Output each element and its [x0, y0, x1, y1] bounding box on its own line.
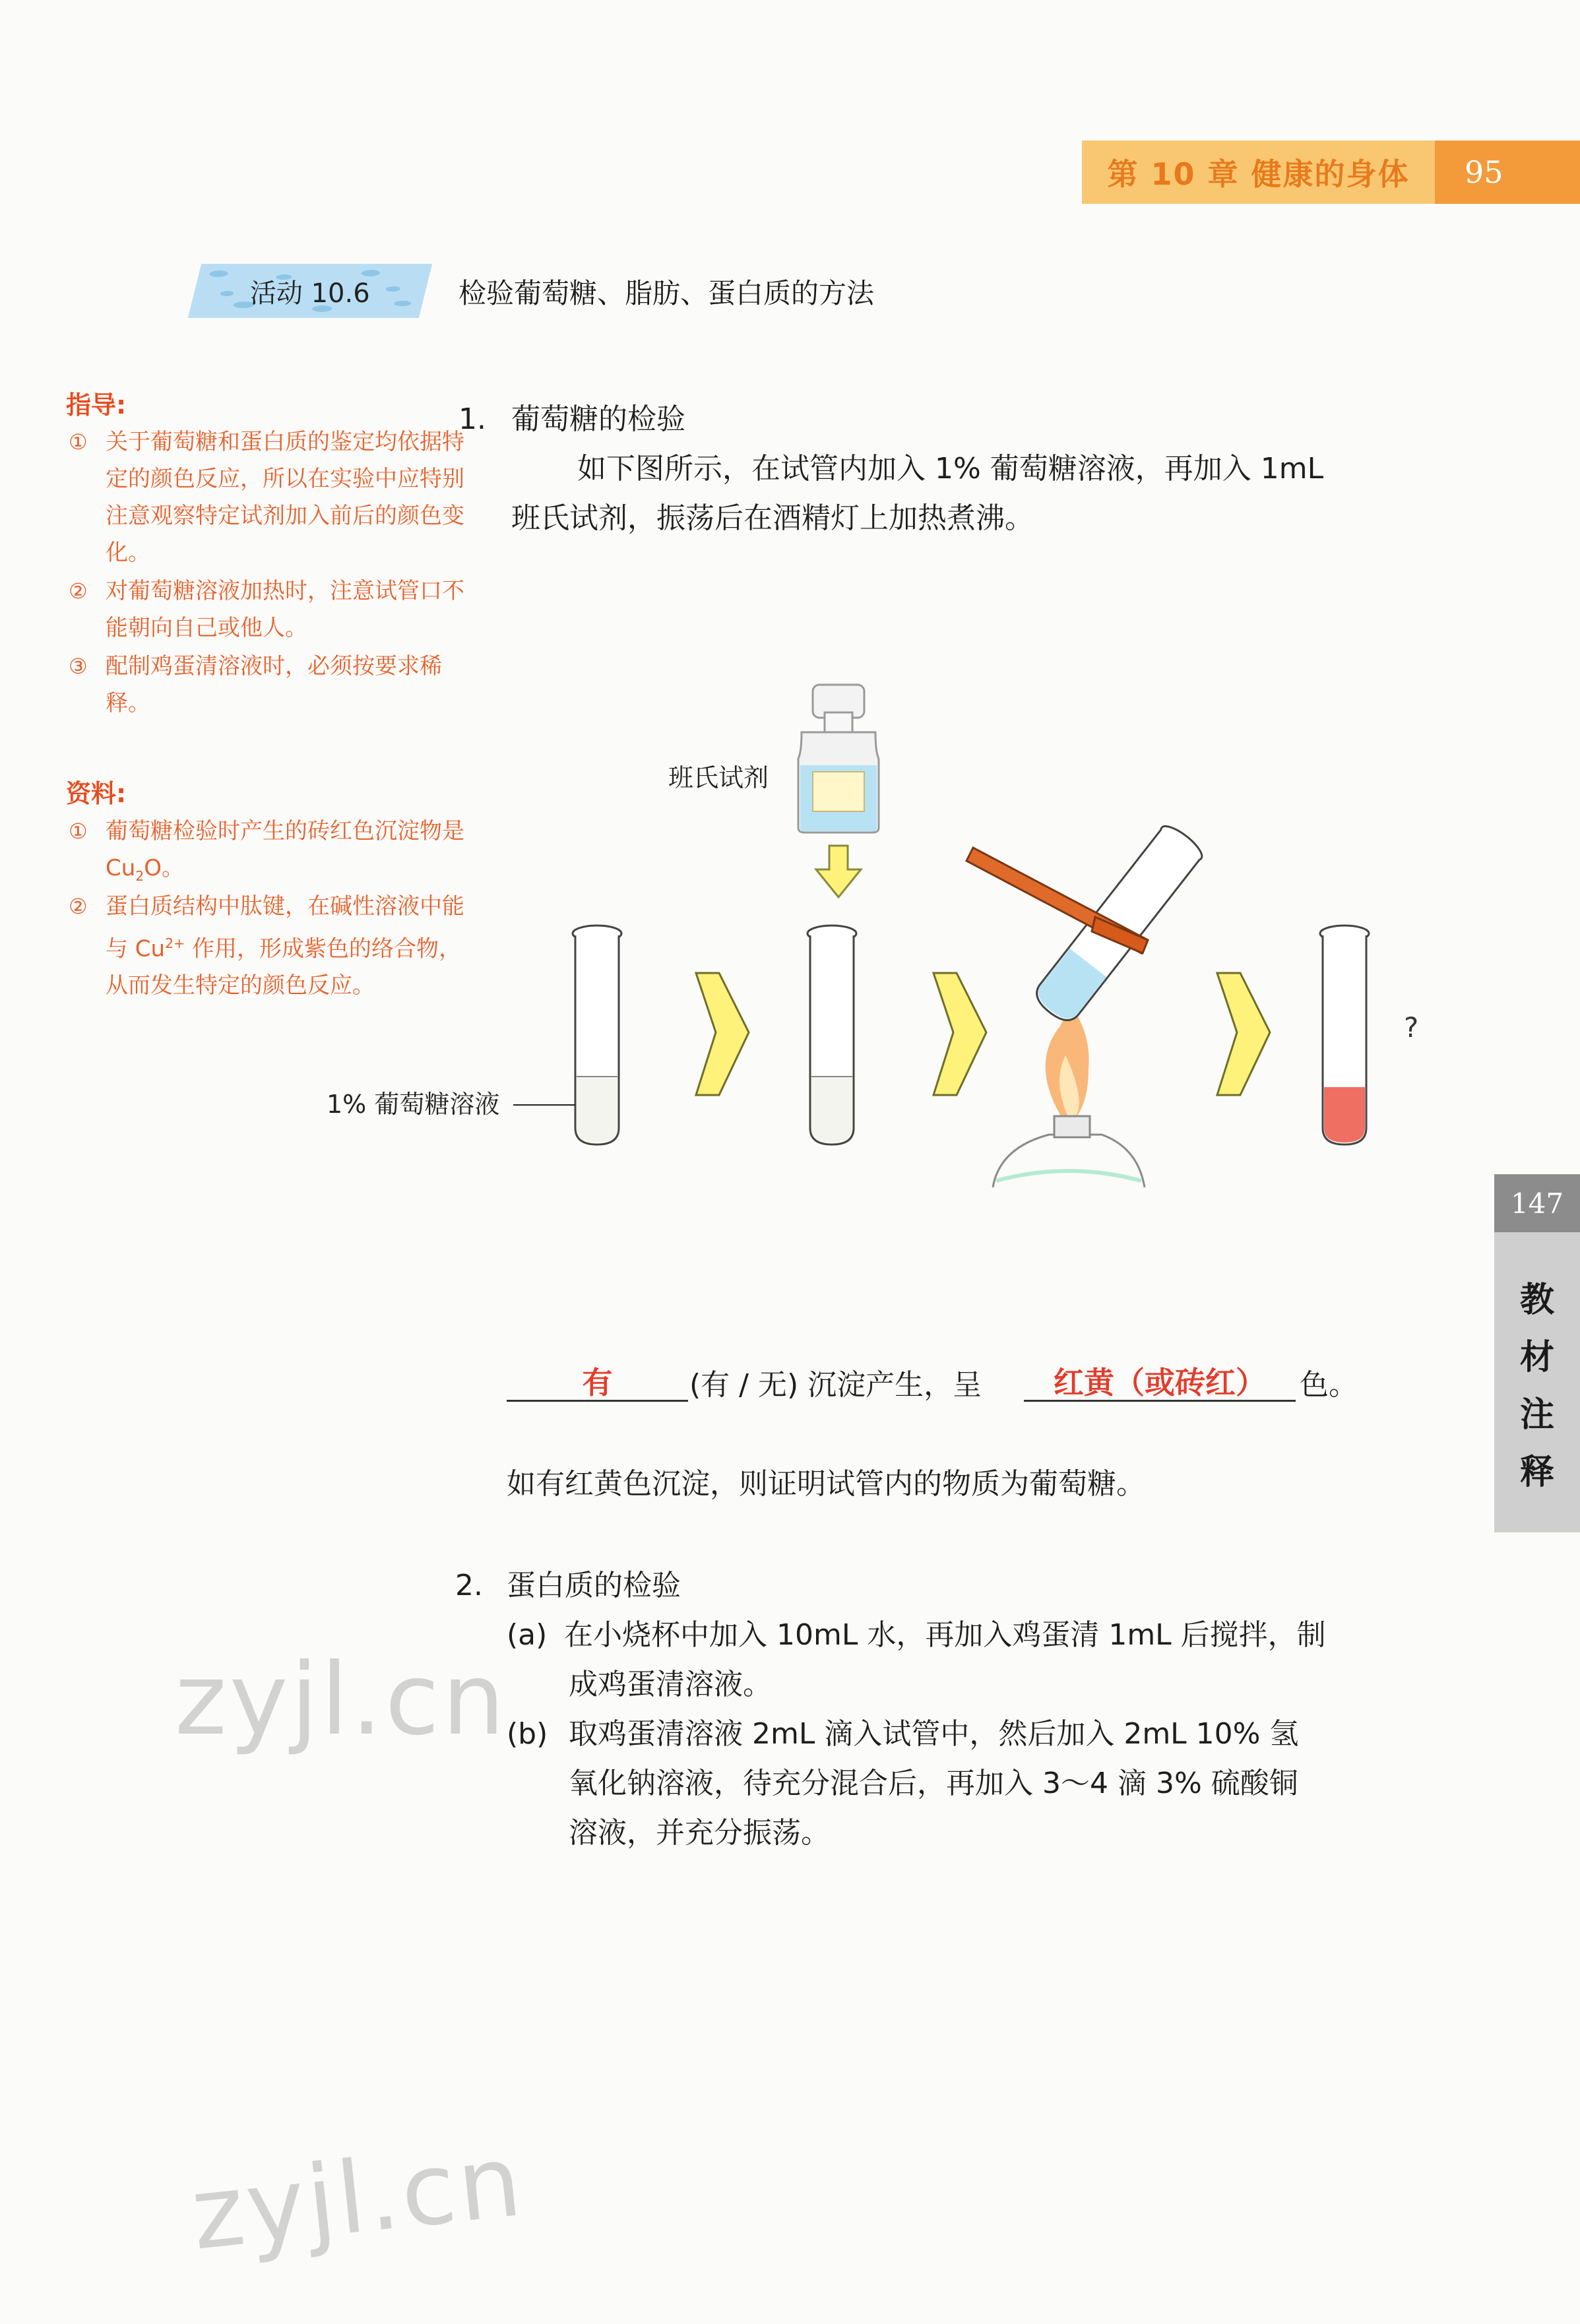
page-number: 95 — [1435, 141, 1580, 204]
material-heading: 资料: — [66, 779, 127, 808]
section1-number: 1. — [458, 402, 486, 436]
side-page-number: 147 — [1494, 1174, 1580, 1232]
item-text: 葡萄糖检验时产生的砖红色沉淀物是 Cu — [106, 818, 464, 881]
guidance-item — [69, 573, 472, 646]
item-number: ① — [69, 429, 88, 455]
down-arrow-icon — [816, 846, 861, 897]
step-line: 溶液，并充分振荡。 — [569, 1816, 830, 1850]
answer-value: 红黄（或砖红） — [1054, 1365, 1266, 1400]
right-arrow-icon — [1217, 973, 1270, 1095]
item-number: ② — [69, 579, 88, 604]
section1-paragraph-line: 班氏试剂，振荡后在酒精灯上加热煮沸。 — [511, 501, 1034, 535]
reagent-bottle — [798, 685, 879, 832]
test-tube-with-reagent — [807, 926, 856, 1145]
experiment-figure — [317, 673, 1438, 1214]
test-tube-result — [1320, 926, 1369, 1145]
activity-tag — [188, 264, 432, 318]
activity-tag-label: 活动 10.6 — [250, 278, 370, 309]
item-text-end: O。 — [144, 855, 185, 881]
item-number: ② — [69, 894, 88, 919]
side-tab-char: 教 — [1519, 1280, 1554, 1320]
side-tab-char: 释 — [1519, 1452, 1554, 1492]
conclusion-text: 如有红黄色沉淀，则证明试管内的物质为葡萄糖。 — [507, 1467, 1145, 1501]
section2-number: 2. — [455, 1569, 483, 1602]
answer-middle-text: (有 / 无) 沉淀产生，呈 — [689, 1368, 982, 1402]
answer-value: 有 — [582, 1365, 613, 1400]
item-text: 对葡萄糖溶液加热时，注意试管口不能朝向自己或他人。 — [106, 578, 464, 641]
section1-heading: 葡萄糖的检验 — [511, 402, 685, 436]
item-number: ③ — [69, 654, 88, 679]
side-tab-char: 材 — [1519, 1337, 1554, 1377]
superscript: 2+ — [165, 935, 185, 951]
heating-setup — [966, 821, 1207, 1187]
guidance-heading: 指导: — [66, 391, 127, 420]
step-line: 成鸡蛋清溶液。 — [569, 1668, 772, 1701]
side-tab-char: 注 — [1519, 1395, 1554, 1435]
section2-heading: 蛋白质的检验 — [507, 1569, 681, 1602]
side-tab-label — [1494, 1232, 1580, 1532]
item-text-end: 作用，形成紫色的络合物，从而发生特定的颜色反应。 — [106, 935, 461, 999]
section1-paragraph-line: 如下图所示，在试管内加入 1% 葡萄糖溶液，再加入 1mL — [577, 452, 1324, 486]
watermark: zyjl.cn — [175, 1643, 508, 1757]
answer-blank[interactable] — [507, 1359, 688, 1402]
step-label: (a) — [507, 1618, 548, 1652]
right-arrow-icon — [696, 973, 749, 1095]
guidance-item — [69, 424, 472, 571]
step-line: 氧化钠溶液，待充分混合后，再加入 3～4 滴 3% 硫酸铜 — [569, 1767, 1298, 1800]
item-text: 蛋白质结构中肽键，在碱性溶液中能与 Cu — [106, 893, 464, 962]
tube-label: 1% 葡萄糖溶液 — [327, 1090, 500, 1119]
item-text: 配制鸡蛋清溶液时，必须按要求稀释。 — [106, 653, 442, 716]
reagent-label: 班氏试剂 — [668, 763, 769, 792]
watermark: zyjl.cn — [186, 2123, 529, 2273]
subscript: 2 — [135, 867, 144, 884]
answer-blank[interactable] — [1024, 1359, 1296, 1402]
step-label: (b) — [507, 1717, 548, 1751]
step-line: 在小烧杯中加入 10mL 水，再加入鸡蛋清 1mL 后搅拌，制 — [564, 1618, 1326, 1652]
right-arrow-icon — [933, 973, 986, 1095]
question-mark: ? — [1404, 1011, 1419, 1044]
test-tube-glucose — [573, 926, 621, 1145]
activity-title: 检验葡萄糖、脂肪、蛋白质的方法 — [458, 277, 875, 309]
item-text: 关于葡萄糖和蛋白质的鉴定均依据特定的颜色反应，所以在实验中应特别注意观察特定试剂加入前后的颜色变化。 — [106, 429, 464, 566]
step-line: 取鸡蛋清溶液 2mL 滴入试管中，然后加入 2mL 10% 氢 — [569, 1717, 1299, 1751]
chapter-header: 第 10 章 健康的身体 — [1082, 141, 1435, 204]
answer-end-text: 色。 — [1300, 1368, 1358, 1402]
item-number: ① — [69, 819, 88, 844]
